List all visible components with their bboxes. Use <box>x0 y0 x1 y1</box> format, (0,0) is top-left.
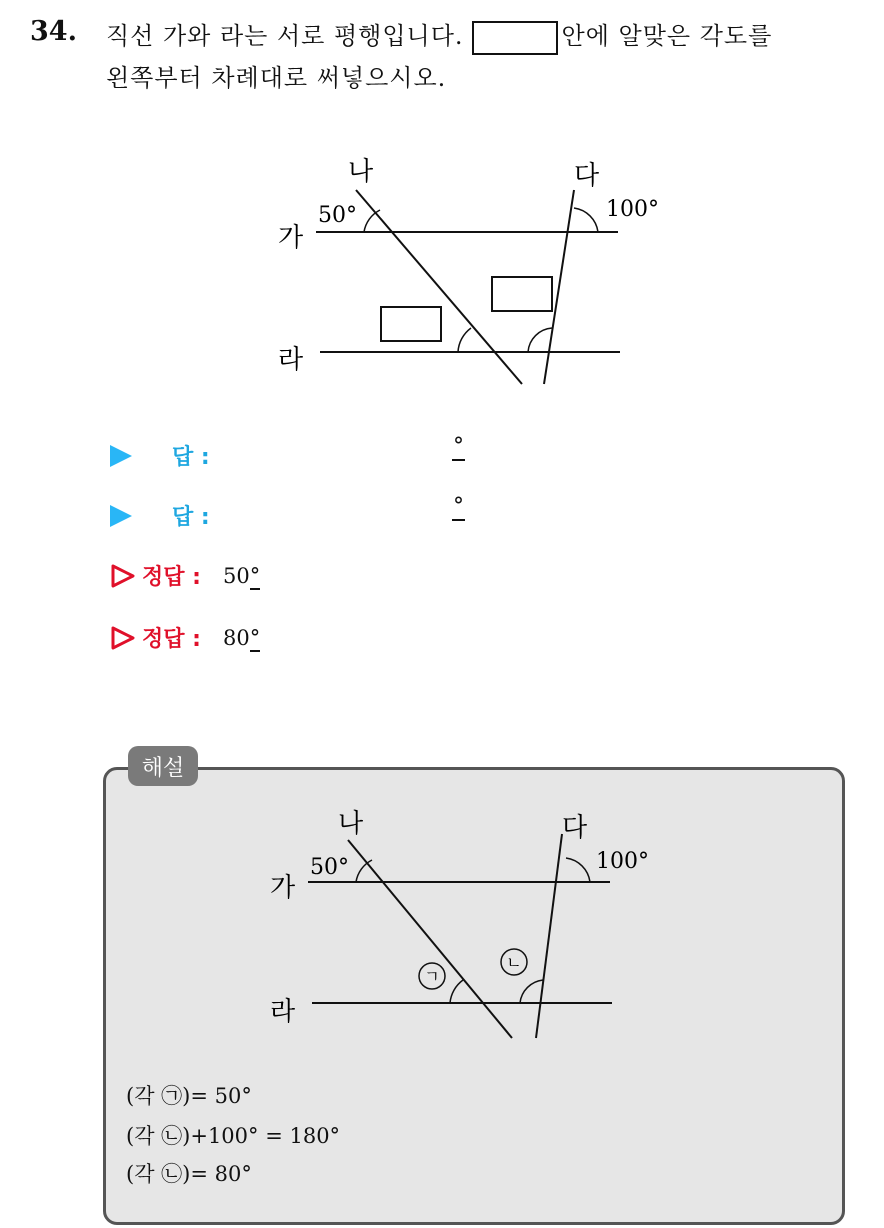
label-ga: 가 <box>278 223 304 253</box>
answer-box-icon <box>472 21 558 55</box>
play-icon <box>110 505 132 527</box>
angle-arc-a <box>458 328 471 352</box>
solution-line-2: (각 ㉡)+100° = 180° <box>126 1124 341 1148</box>
angle-arc-b <box>528 328 552 352</box>
solution-line-1: (각 ㉠)= 50° <box>126 1084 252 1108</box>
label-ga: 가 <box>270 873 296 903</box>
blank-box-right[interactable] <box>492 277 552 311</box>
correct-answer-row-1 <box>110 560 260 591</box>
label-da: 다 <box>574 161 600 191</box>
line-na <box>348 840 512 1038</box>
mark-b: ㄴ <box>506 953 522 972</box>
question-number: 34. <box>30 16 77 47</box>
answer-label: 답 : <box>172 445 210 470</box>
correct-value-2: 80° <box>222 625 261 650</box>
answer-label: 답 : <box>172 505 210 530</box>
play-icon <box>110 445 132 467</box>
angle-arc-b <box>520 980 543 1003</box>
solution-line-3: (각 ㉡)= 80° <box>126 1162 252 1186</box>
correct-label: 정답 : <box>142 565 201 590</box>
degree-mark: ° <box>453 494 464 519</box>
degree-mark: ° <box>453 434 464 459</box>
correct-value-1: 50° <box>222 563 261 588</box>
angle-arc-50 <box>356 860 372 882</box>
answer-input-2[interactable] <box>452 494 465 519</box>
question-text-pre: 직선 가와 라는 서로 평행입니다. <box>106 22 464 50</box>
angle-arc-100 <box>574 208 598 232</box>
correct-label: 정답 : <box>142 627 201 652</box>
outline-play-icon <box>110 563 136 589</box>
angle-label-100: 100° <box>596 849 649 874</box>
question-line-2: 왼쪽부터 차례대로 써넣으시오. <box>106 64 447 92</box>
correct-answer-row-2 <box>110 622 260 653</box>
solution-tab: 해설 <box>128 746 198 786</box>
outline-play-icon <box>110 625 136 651</box>
answer-row-2 <box>110 500 210 531</box>
question-line-1 <box>106 16 772 55</box>
label-ra: 라 <box>270 997 296 1027</box>
solution-figure <box>250 800 670 1045</box>
angle-arc-a <box>450 980 463 1003</box>
label-na: 나 <box>338 809 364 839</box>
question-figure <box>260 150 680 395</box>
label-ra: 라 <box>278 345 304 375</box>
angle-label-50: 50° <box>310 855 349 880</box>
mark-a: ㄱ <box>424 967 440 986</box>
angle-label-50: 50° <box>318 203 357 228</box>
question-text-post: 안에 알맞은 각도를 <box>561 22 773 50</box>
label-da: 다 <box>562 813 588 843</box>
label-na: 나 <box>348 157 374 187</box>
answer-input-1[interactable] <box>452 434 465 459</box>
answer-row-1 <box>110 440 210 471</box>
line-da <box>536 834 562 1038</box>
blank-box-left[interactable] <box>381 307 441 341</box>
angle-label-100: 100° <box>606 197 659 222</box>
angle-arc-100 <box>566 858 590 882</box>
angle-arc-50 <box>364 210 380 232</box>
